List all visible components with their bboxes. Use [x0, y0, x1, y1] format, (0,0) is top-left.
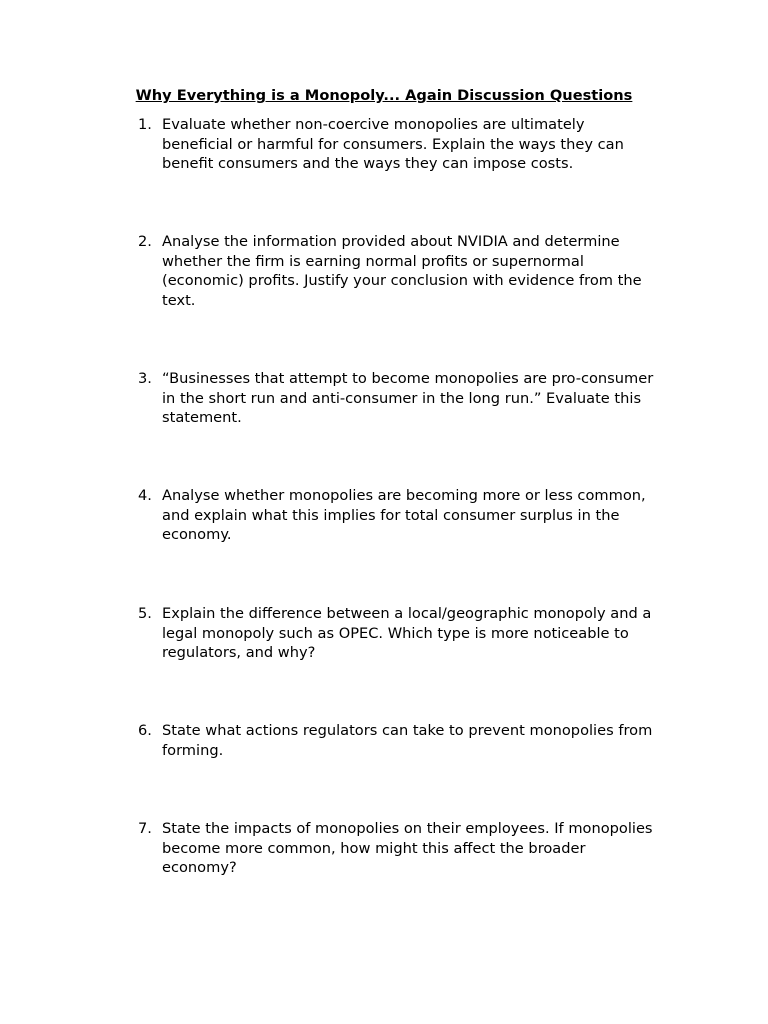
question-text: Explain the difference between a local/geographic monopoly and a legal monopoly such as OPEC. Which type is more noticeable to regulators, and why?: [162, 605, 652, 662]
question-item-7: [138, 819, 658, 878]
question-number: 6.: [138, 722, 152, 739]
question-item-5: [138, 604, 658, 663]
question-text: State what actions regulators can take to prevent monopolies from forming.: [162, 722, 653, 759]
question-text: Analyse the information provided about NVIDIA and determine whether the firm is earning normal profits or supernormal (economic) profits. Justify your conclusion with evidence from the text.: [162, 233, 642, 309]
question-text: Evaluate whether non-coercive monopolies are ultimately beneficial or harmful for consumers. Explain the ways they can benefit consumers and the ways they can impose costs.: [162, 116, 624, 173]
question-text: Analyse whether monopolies are becoming more or less common, and explain what this implies for total consumer surplus in the economy.: [162, 487, 646, 544]
question-text: “Businesses that attempt to become monopolies are pro-consumer in the short run and anti-consumer in the long run.” Evaluate this statement.: [162, 370, 654, 427]
question-number: 7.: [138, 820, 152, 837]
question-number: 3.: [138, 370, 152, 387]
question-number: 5.: [138, 605, 152, 622]
document-title: Why Everything is a Monopoly... Again Discussion Questions: [135, 87, 633, 104]
question-item-2: [138, 232, 658, 310]
question-number: 1.: [138, 116, 152, 133]
question-number: 4.: [138, 487, 152, 504]
question-item-3: [138, 369, 658, 428]
question-item-6: [138, 721, 658, 760]
question-text: State the impacts of monopolies on their employees. If monopolies become more common, how might this affect the broader economy?: [162, 820, 653, 877]
question-item-1: [138, 115, 658, 174]
question-number: 2.: [138, 233, 152, 250]
question-item-4: [138, 486, 658, 545]
